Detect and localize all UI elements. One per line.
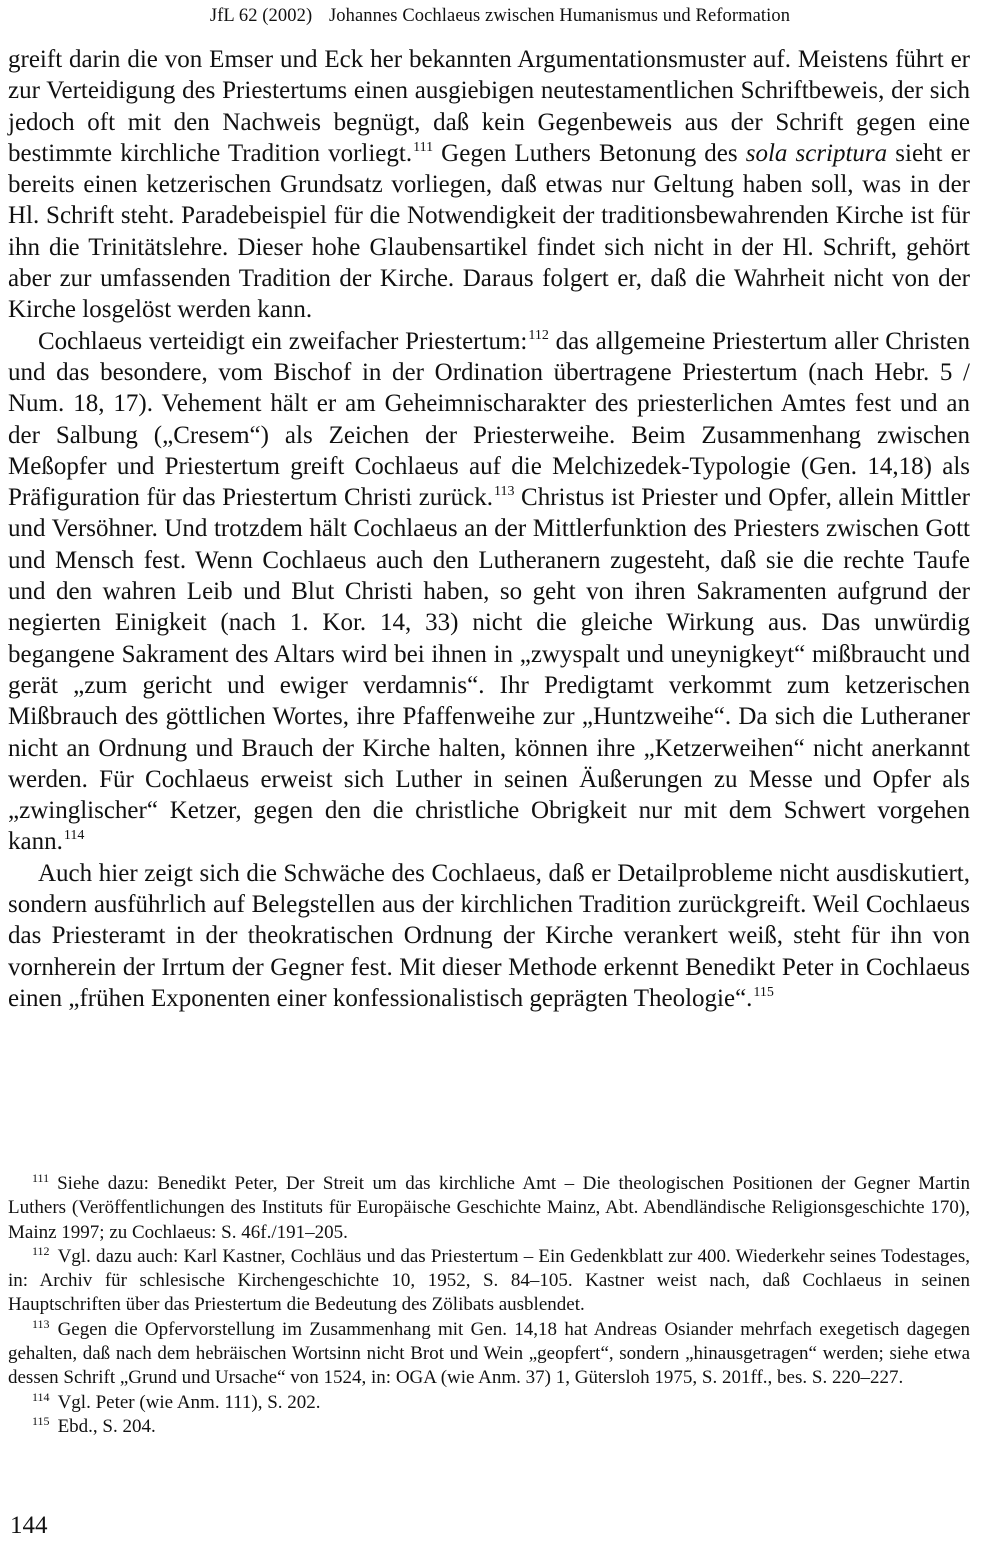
footnote [8, 1415, 970, 1439]
footnote-text: Siehe dazu: Benedikt Peter, Der Streit um das kirchliche Amt – Die theologischen Positionen der Gegner Martin Luthers (Veröffentlichungen des Instituts für Europäische Geschichte Mainz, Abt. Abendländische Religionsgeschichte 170), Mainz 1997; zu Cochlaeus: S. 46f./191–205. [8, 1173, 970, 1243]
footnote-number: 115 [32, 1413, 50, 1428]
footnote-ref-114[interactable]: 114 [63, 828, 85, 844]
footnote [8, 1391, 970, 1415]
footnotes-section [8, 1172, 970, 1439]
footnote-text: Gegen die Opfervorstellung im Zusammenhang mit Gen. 14,18 hat Andreas Osiander mehrfach exegetisch dagegen gehalten, daß nach dem hebräischen Wortsinn nicht Brot und Wein „geopfert“, sondern „hinausgetragen“ werden; siehe etwa dessen Schrift „Grund und Ursache“ von 1524, in: OGA (wie Anm. 37) 1, Gütersloh 1975, S. 201ff., bes. S. 220–227. [8, 1318, 970, 1389]
text-run: sieht er bereits einen ketzerischen Grundsatz vorliegen, daß etwas nur Geltung haben soll, was in der Hl. Schrift steht. Paradebeispiel für die Notwendigkeit der traditionsbewahrenden Kirche ist für ihn die Trinitätslehre. Dieser hohe Glaubensartikel findet sich nicht in der Hl. Schrift, gehört aber zur umfassenden Tradition der Kirche. Daraus folgert er, daß die Wahrheit nicht von der Kirche losgelöst werden kann. [8, 139, 971, 324]
text-run: Christus ist Priester und Opfer, allein Mittler und Versöhner. Und trotzdem hält Cochlaeus an der Mittlerfunktion des Priesters zwischen Gott und Mensch fest. Wenn Cochlaeus auch den Lutheranern zugesteht, daß sie die rechte Taufe und den wahren Leib und Blut Christi haben, so geht von ihren Sakramenten aufgrund der negierten Einigkeit (nach 1. Kor. 14, 33) nicht die gleiche Wirkung aus. Das unwürdig begangene Sakrament des Altars wird bei ihnen in „zwyspalt und uneynigkeyt“ mißbraucht und gerät „zum gericht und ewiger verdamnis“. Ihr Predigtamt verkommt zum ketzerischen Mißbrauch des göttlichen Wortes, ihre Pfaffenweihe zur „Huntzweihe“. Da sich die Lutheraner nicht an Ordnung und Brauch der Kirche halten, können ihre „Ketzerweihen“ nicht anerkannt werden. Für Cochlaeus erweist sich Luther in seinen Äußerungen zu Messe und Opfer als „zwinglischer“ Ketzer, gegen den die christliche Obrigkeit nur mit dem Schwert vorgehen kann. [8, 484, 970, 856]
footnote [8, 1172, 970, 1245]
footnote-text: Ebd., S. 204. [57, 1415, 156, 1437]
running-title: Johannes Cochlaeus zwischen Humanismus und Reformation [328, 6, 791, 26]
paragraph-2 [8, 326, 970, 858]
footnote-ref-111[interactable]: 111 [413, 139, 434, 155]
footnote-ref-115[interactable]: 115 [753, 984, 774, 1000]
paragraph-1 [8, 44, 970, 326]
running-header [0, 6, 1000, 27]
page-number: 144 [10, 1512, 48, 1539]
footnote-number: 114 [32, 1389, 50, 1404]
text-run: greift darin die von Emser und Eck her bekannten Argumentationsmuster auf. Meistens führt er zur Verteidigung des Priestertums einen ausgiebigen neutestamentlichen Schriftbeweis, der sich jedoch oft mit den Nachweis begnügt, daß kein Gegenbeweis aus der Schrift gegen eine bestimmte kirchliche Tradition vorliegt. [8, 46, 970, 167]
paragraph-3 [8, 858, 970, 1014]
text-run: Gegen Luthers Betonung des [433, 139, 746, 167]
footnote-ref-112[interactable]: 112 [528, 327, 549, 343]
footnote-text: Vgl. Peter (wie Anm. 111), S. 202. [57, 1391, 321, 1413]
text-run: das allgemeine Priestertum aller Christen und das besondere, vom Bischof in der Ordination übertragene Priestertum (nach Hebr. 5 / Num. 18, 17). Vehement hält er am Geheimnischarakter des priesterlichen Amtes fest und an der Salbung („Cresem“) als Zeichen der Priesterweihe. Beim Zusammenhang zwischen Meßopfer und Priestertum greift Cochlaeus auf die Melchizedek-Typologie (Gen. 14,18) als Präfiguration für das Priestertum Christi zurück. [8, 327, 970, 512]
footnote-ref-113[interactable]: 113 [493, 484, 515, 500]
footnote-number: 112 [32, 1243, 50, 1258]
footnote [8, 1318, 970, 1391]
text-run: Cochlaeus verteidigt ein zweifacher Priestertum: [38, 327, 528, 355]
footnote-number: 113 [32, 1316, 50, 1331]
footnote [8, 1245, 970, 1318]
text-run: Auch hier zeigt sich die Schwäche des Cochlaeus, daß er Detailprobleme nicht ausdiskutiert, sondern ausführlich auf Belegstellen aus der kirchlichen Tradition zurückgreift. Weil Cochlaeus das Priesteramt in der theokratischen Ordnung der Kirche verankert weiß, steht für ihn von vornherein der Irrtum der Gegner fest. Mit dieser Methode erkennt Benedikt Peter in Cochlaeus einen „frühen Exponenten einer konfessionalistisch geprägten Theologie“. [8, 859, 970, 1012]
italic-term: sola scriptura [745, 139, 888, 167]
footnote-number: 111 [32, 1171, 50, 1185]
footnote-text: Vgl. dazu auch: Karl Kastner, Cochläus und das Priestertum – Ein Gedenkblatt zur 400. Wiederkehr seines Todestages, in: Archiv für schlesische Kirchengeschichte 10, 1952, S. 84–105. Kastner weist nach, daß Cochlaeus in seinen Hauptschriften über das Priestertum die Bedeutung des Zölibats ausblendet. [8, 1245, 970, 1316]
main-text [8, 44, 970, 1014]
journal-reference: JfL 62 (2002) [209, 6, 313, 26]
